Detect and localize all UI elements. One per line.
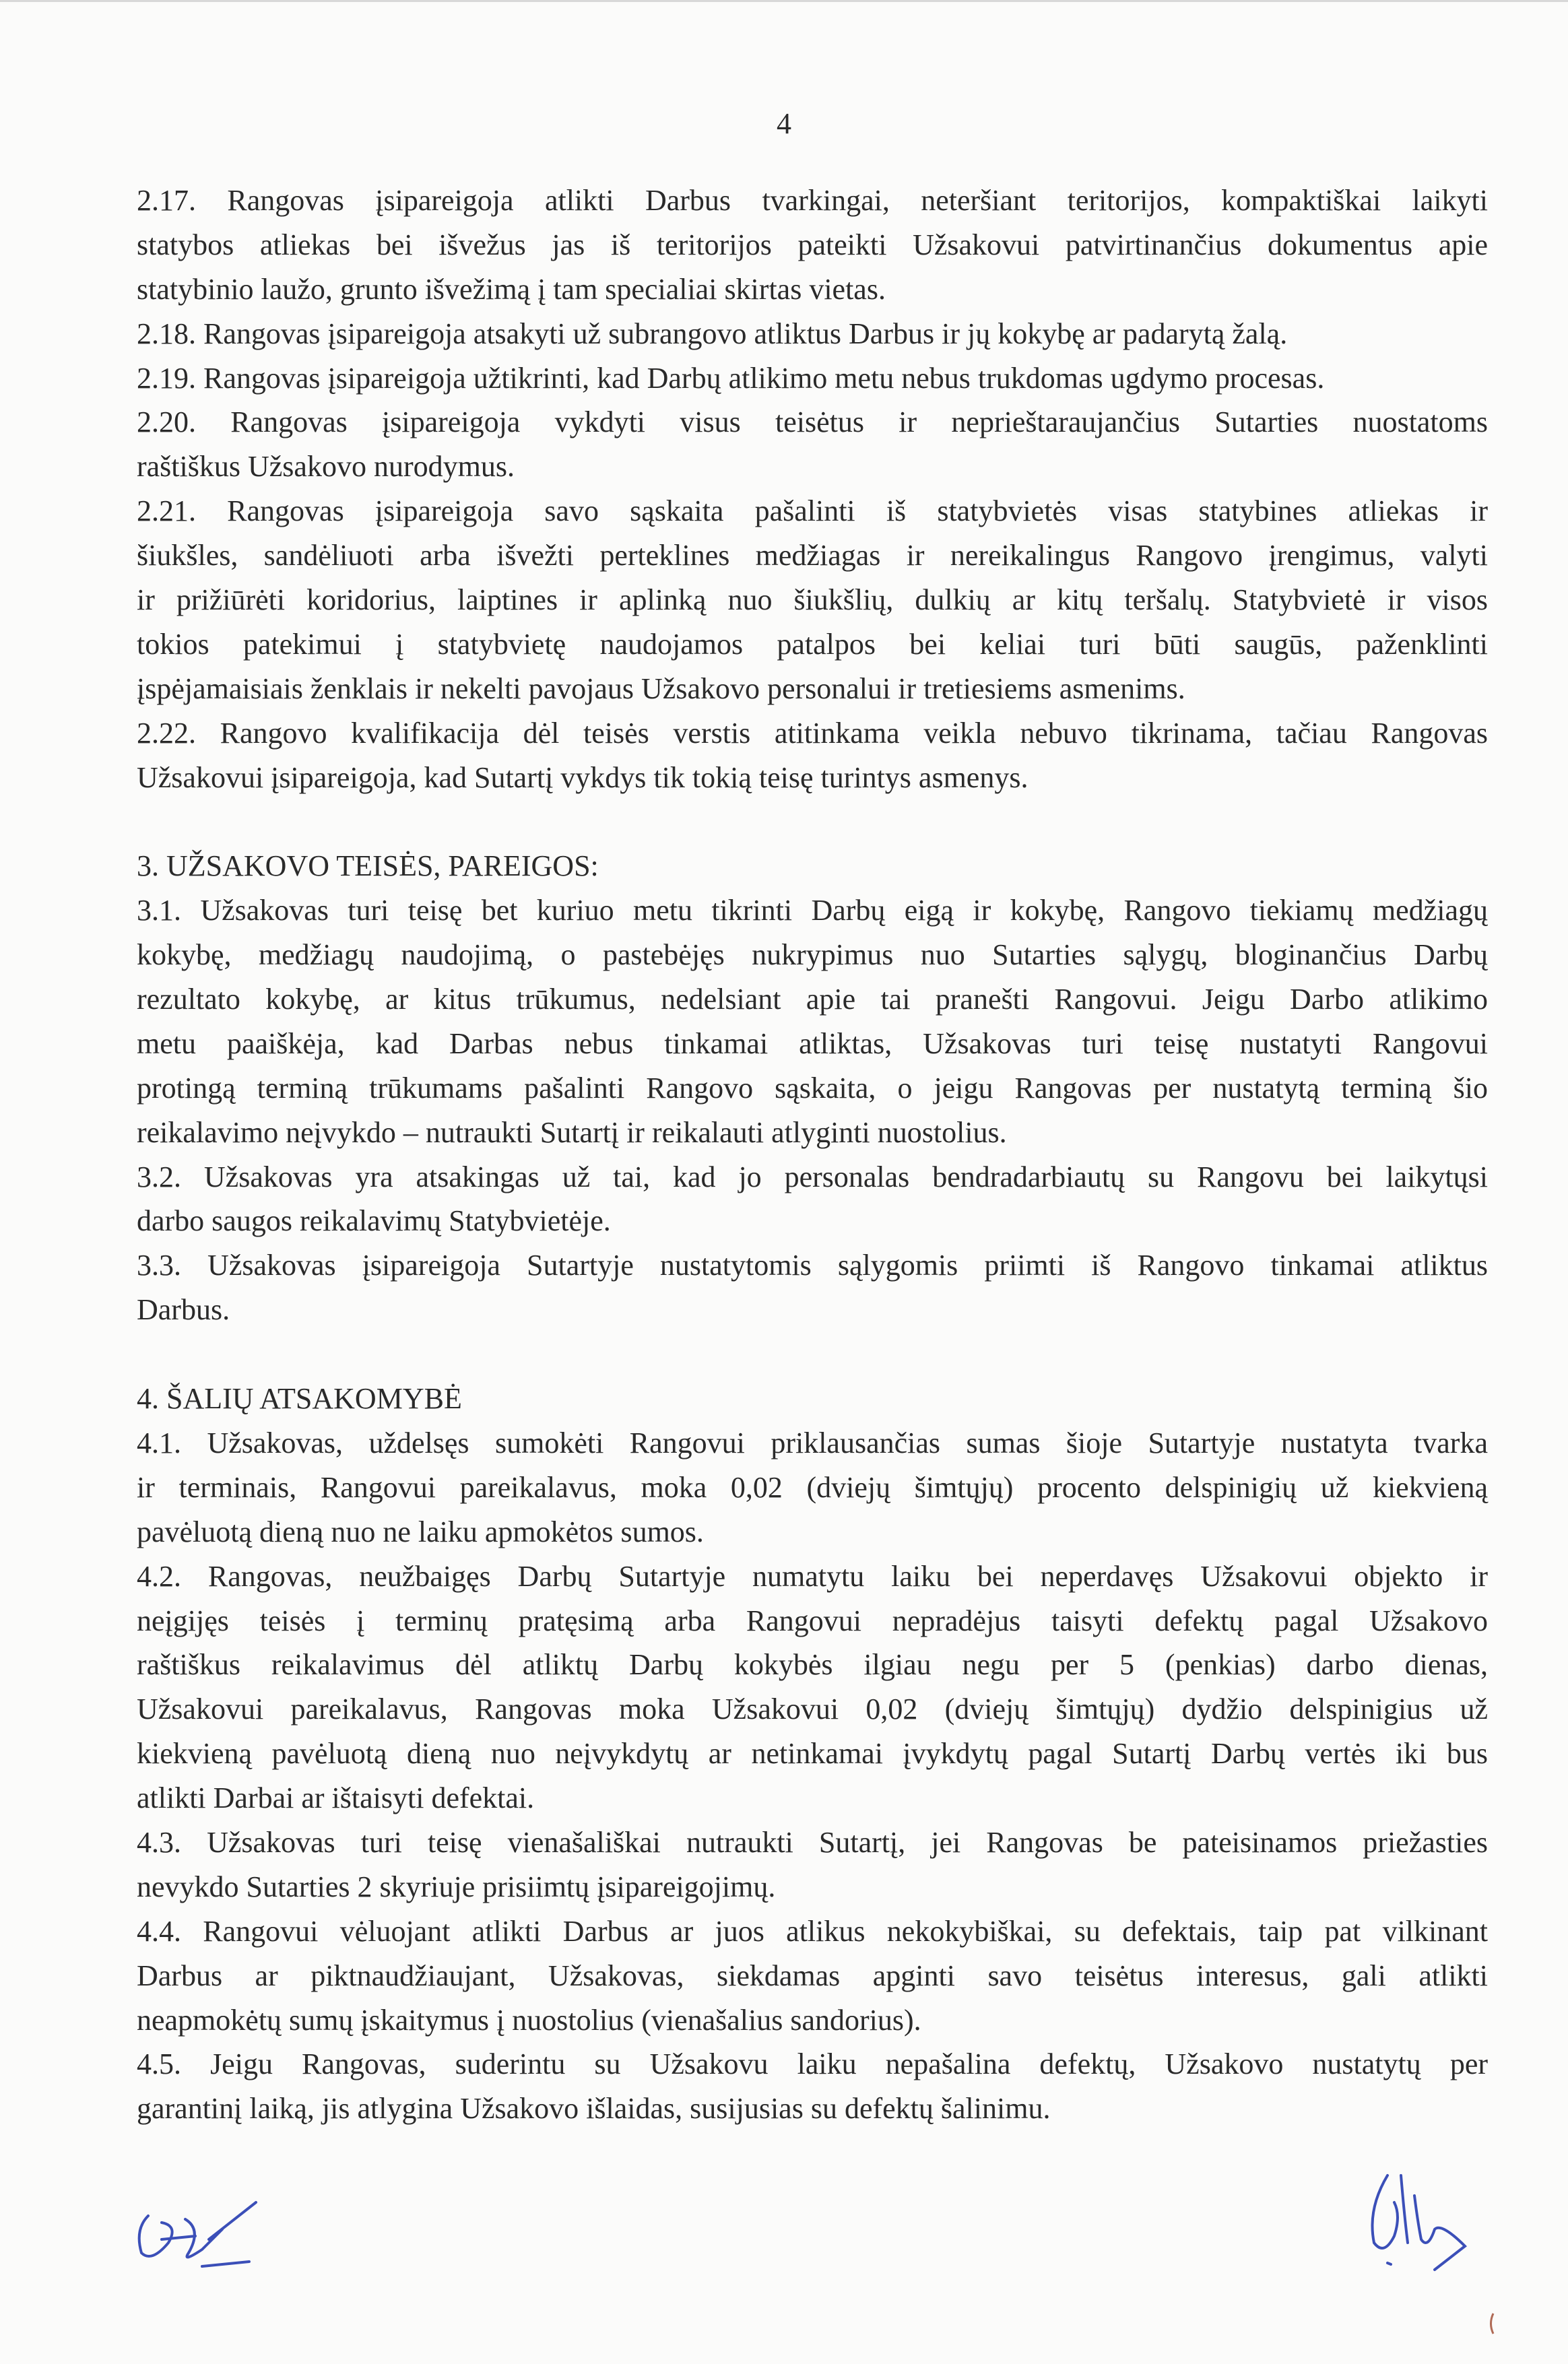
text-line: garantinį laiką, jis atlygina Užsakovo išlaidas, susijusias su defektų šalinimu. [137,2092,1051,2126]
text-line: neapmokėtų sumų įskaitymus į nuostolius (vienašalius sandorius). [137,2003,921,2037]
contract-body-text [137,178,1488,2131]
text-line: 3.2. Užsakovas yra atsakingas už tai, kad jo personalas bendradarbiautų su Rangovu bei laikytųsi [137,1160,1488,1193]
text-line: 3.3. Užsakovas įsipareigoja Sutartyje nustatytomis sąlygomis priimti iš Rangovo tinkamai atliktus [137,1249,1488,1282]
text-line: ir terminais, Rangovui pareikalavus, moka 0,02 (dviejų šimtųjų) procento delspinigių už kiekvieną [137,1470,1488,1504]
text-line: 4.2. Rangovas, neužbaigęs Darbų Sutartyje numatytu laiku bei neperdavęs Užsakovui objekto ir [137,1559,1488,1593]
text-line: nevykdo Sutarties 2 skyriuje prisiimtų įsipareigojimų. [137,1870,776,1903]
text-line: 2.21. Rangovas įsipareigoja savo sąskaita pašalinti iš statybvietės visas statybines atliekas ir [137,494,1488,528]
text-line: įspėjamaisiais ženklais ir nekelti pavojaus Užsakovo personalui ir tretiesiems asmenims. [137,671,1185,705]
page-number: 4 [777,107,791,140]
text-line: statybinio laužo, grunto išvežimą į tam specialiai skirtas vietas. [137,272,886,306]
right-signature [1347,2162,1482,2276]
text-line: ir prižiūrėti koridorius, laiptines ir aplinką nuo šiukšlių, dulkių ar kitų teršalų. Statybvietė ir visos [137,583,1488,617]
text-line: statybos atliekas bei išvežus jas iš teritorijos pateikti Užsakovui patvirtinančius dokumentus apie [137,228,1488,261]
blank-line [137,799,1488,844]
text-line: Užsakovui pareikalavus, Rangovas moka Užsakovui 0,02 (dviejų šimtųjų) dydžio delspinigius už [137,1693,1488,1726]
margin-mark [1485,2310,1499,2337]
text-line: 2.22. Rangovo kvalifikacija dėl teisės verstis atitinkama veikla nebuvo tikrinama, tačiau Rangovas [137,716,1488,750]
text-line: atlikti Darbai ar ištaisyti defektai. [137,1781,535,1815]
text-line: raštiškus reikalavimus dėl atliktų Darbų kokybės ilgiau negu per 5 (penkias) darbo dienas, [137,1648,1488,1682]
text-line: kokybę, medžiagų naudojimą, o pastebėjęs nukrypimus nuo Sutarties sąlygų, bloginančius Darbų [137,938,1488,972]
text-line: rezultato kokybę, ar kitus trūkumus, nedelsiant apie tai pranešti Rangovui. Jeigu Darbo atlikimo [137,983,1488,1016]
text-line: protingą terminą trūkumams pašalinti Rangovo sąskaita, o jeigu Rangovas per nustatytą terminą šio [137,1071,1488,1105]
text-line: 2.17. Rangovas įsipareigoja atlikti Darbus tvarkingai, neteršiant teritorijos, kompaktiškai laikyti [137,184,1488,217]
text-line: Darbus ar piktnaudžiaujant, Užsakovas, siekdamas apginti savo teisėtus interesus, gali atlikti [137,1959,1488,1992]
text-line: 4.3. Užsakovas turi teisę vienašališkai nutraukti Sutartį, jei Rangovas be pateisinamos priežasties [137,1825,1488,1859]
text-line: 4.4. Rangovui vėluojant atlikti Darbus ar juos atlikus nekokybiškai, su defektais, taip pat vilkinant [137,1914,1488,1948]
text-line: reikalavimo neįvykdo – nutraukti Sutartį ir reikalauti atlyginti nuostolius. [137,1115,1007,1149]
text-line: šiukšles, sandėliuoti arba išvežti perteklines medžiagas ir nereikalingus Rangovo įrengimus, valyti [137,539,1488,572]
text-line: darbo saugos reikalavimų Statybvietėje. [137,1204,611,1238]
text-line: tokios patekimui į statybvietę naudojamos patalpos bei keliai turi būti saugūs, paženklinti [137,627,1488,661]
text-line: kiekvieną pavėluotą dieną nuo neįvykdytų ar netinkamai įvykdytų pagal Sutartį Darbų vertės iki bus [137,1737,1488,1771]
text-line: 2.18. Rangovas įsipareigoja atsakyti už subrangovo atliktus Darbus ir jų kokybę ar padarytą žalą. [137,317,1288,350]
scan-edge [0,0,1568,2]
text-line: pavėluotą dieną nuo ne laiku apmokėtos sumos. [137,1515,704,1548]
blank-line [137,1332,1488,1377]
text-line: metu paaiškėja, kad Darbas nebus tinkamai atliktas, Užsakovas turi teisę nustatyti Rangovui [137,1026,1488,1060]
text-line: neįgijęs teisės į terminų pratęsimą arba Rangovui nepradėjus taisyti defektų pagal Užsakovo [137,1604,1488,1637]
left-signature [121,2189,283,2276]
text-line: 4.5. Jeigu Rangovas, suderintu su Užsakovu laiku nepašalina defektų, Užsakovo nustatytų per [137,2047,1488,2081]
text-line: 3.1. Užsakovas turi teisę bet kuriuo metu tikrinti Darbų eigą ir kokybę, Rangovo tiekiamų medžiagų [137,894,1488,927]
text-line: 2.19. Rangovas įsipareigoja užtikrinti, kad Darbų atlikimo metu nebus trukdomas ugdymo procesas. [137,361,1325,395]
text-line: 3. UŽSAKOVO TEISĖS, PAREIGOS: [137,849,599,883]
text-line: raštiškus Užsakovo nurodymus. [137,450,515,484]
text-line: 4. ŠALIŲ ATSAKOMYBĖ [137,1382,462,1416]
text-line: Užsakovui įsipareigoja, kad Sutartį vykdys tik tokią teisę turintys asmenys. [137,760,1028,794]
text-line: 4.1. Užsakovas, uždelsęs sumokėti Rangovui priklausančias sumas šioje Sutartyje nustatyta tvarka [137,1426,1488,1459]
text-line: 2.20. Rangovas įsipareigoja vykdyti visus teisėtus ir neprieštaraujančius Sutarties nuostatoms [137,405,1488,439]
text-line: Darbus. [137,1293,230,1327]
